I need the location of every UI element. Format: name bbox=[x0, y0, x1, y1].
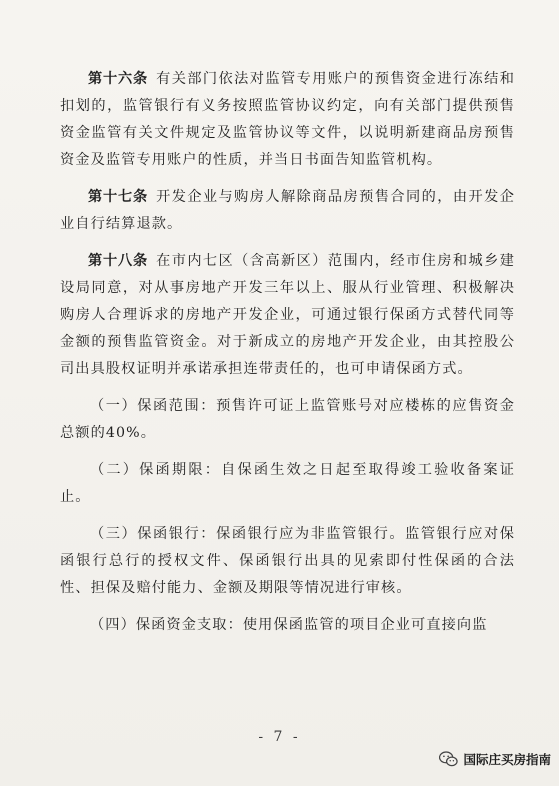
article-17 bbox=[60, 184, 515, 238]
list-item: （二）保函期限：自保函生效之日起至取得竣工验收备案证止。 bbox=[60, 462, 515, 505]
article-text: 开发企业与购房人解除商品房预售合同的，由开发企业自行结算退款。 bbox=[60, 189, 515, 232]
wechat-icon bbox=[439, 751, 458, 767]
article-18 bbox=[60, 248, 515, 383]
article-heading: 第十七条 bbox=[88, 189, 149, 205]
article-16 bbox=[60, 66, 515, 174]
article-heading: 第十八条 bbox=[88, 253, 149, 269]
article-text: 在市内七区（含高新区）范围内，经市住房和城乡建设局同意，对从事房地产开发三年以上、服从行业管理、积极解决购房人合理诉求的房地产开发企业，可通过银行保函方式替代同等金额的预售监管资金。对于新成立的房地产开发企业，由其控股公司出具股权证明并承诺承担连带责任的，也可申请保函方式。 bbox=[60, 253, 515, 377]
document-body bbox=[60, 66, 515, 649]
watermark bbox=[439, 750, 551, 768]
list-item: （三）保函银行：保函银行应为非监管银行。监管银行应对保函银行总行的授权文件、保函银行出具的见索即付性保函的合法性、担保及赔付能力、金额及期限等情况进行审核。 bbox=[60, 526, 515, 596]
watermark-text: 国际庄买房指南 bbox=[463, 752, 551, 767]
article-text: 有关部门依法对监管专用账户的预售资金进行冻结和扣划的，监管银行有义务按照监管协议约定，向有关部门提供预售资金监管有关文件规定及监管协议等文件，以说明新建商品房预售资金及监管专用账户的性质，并当日书面告知监管机构。 bbox=[60, 71, 515, 168]
list-item: （一）保函范围：预售许可证上监管账号对应楼栋的应售资金总额的40%。 bbox=[60, 398, 515, 441]
page-number: - 7 - bbox=[258, 729, 301, 745]
list-item: （四）保函资金支取：使用保函监管的项目企业可直接向监 bbox=[90, 617, 488, 633]
article-heading: 第十六条 bbox=[88, 71, 149, 87]
